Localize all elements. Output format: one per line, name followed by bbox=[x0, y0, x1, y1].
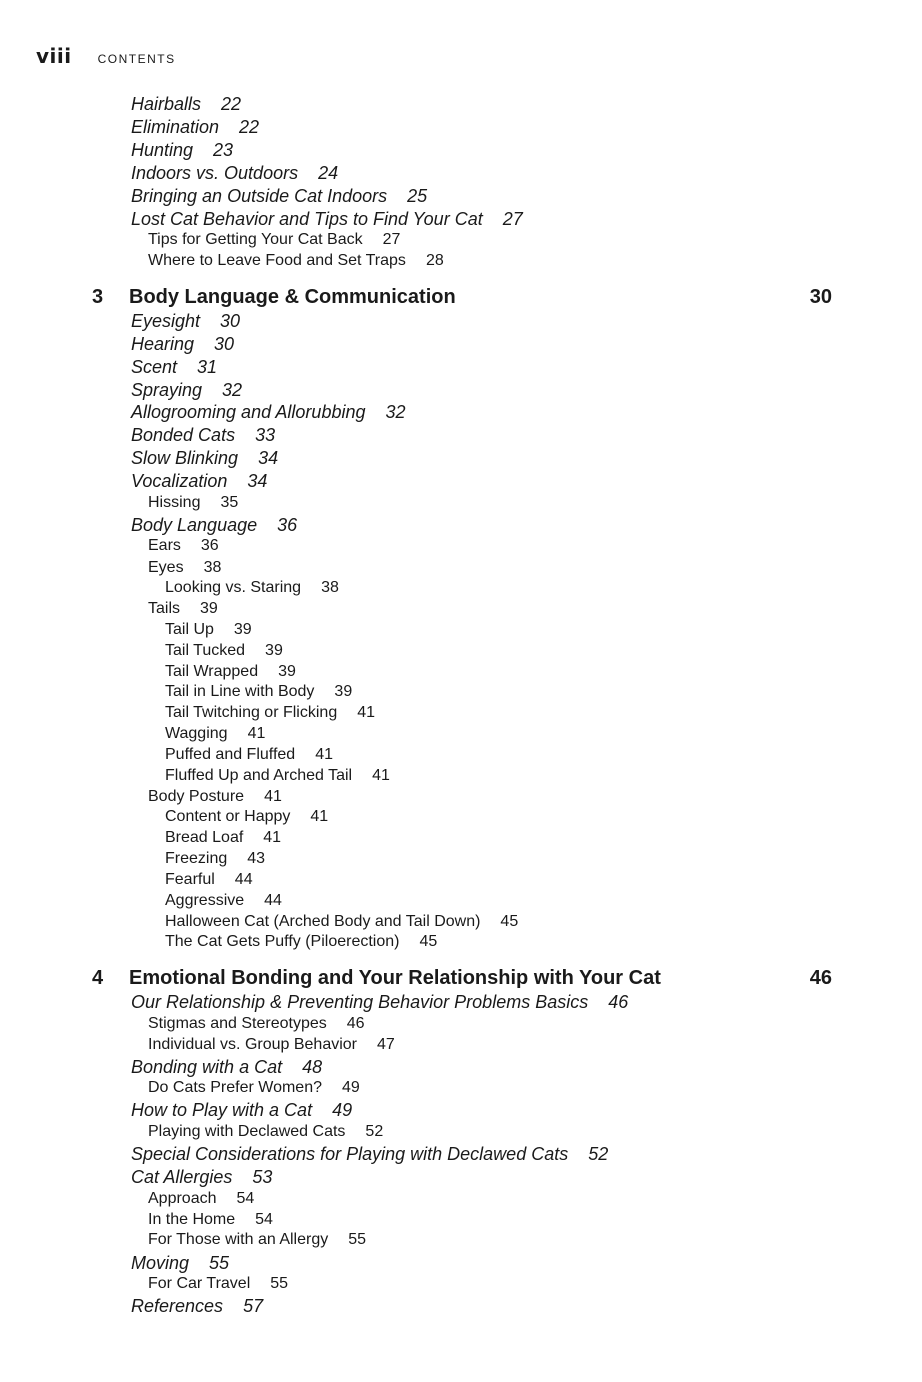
toc-section-entry[interactable] bbox=[131, 425, 275, 446]
toc-entry-title: Puffed and Fluffed bbox=[165, 746, 296, 763]
toc-entry-title: The Cat Gets Puffy (Piloerection) bbox=[165, 933, 400, 950]
chapter-number: 3 bbox=[92, 286, 104, 308]
toc-entry-title: Bread Loaf bbox=[165, 829, 244, 846]
toc-entry-title: Bringing an Outside Cat Indoors bbox=[131, 186, 388, 206]
toc-entry-title: Ears bbox=[148, 537, 181, 554]
toc-subsubsection-entry[interactable] bbox=[165, 746, 333, 764]
toc-subsection-entry[interactable] bbox=[148, 1123, 383, 1141]
toc-entry-page-number: 44 bbox=[234, 871, 253, 888]
toc-section-entry[interactable] bbox=[131, 471, 267, 492]
toc-subsection-entry[interactable] bbox=[148, 231, 400, 249]
toc-entry-title: Aggressive bbox=[165, 892, 245, 909]
toc-entry-page-number: 24 bbox=[318, 163, 339, 183]
toc-entry-title: For Car Travel bbox=[148, 1275, 251, 1292]
toc-subsection-entry[interactable] bbox=[148, 600, 218, 618]
toc-entry-title: Tips for Getting Your Cat Back bbox=[148, 231, 363, 248]
toc-entry-page-number: 38 bbox=[321, 579, 339, 596]
toc-entry-page-number: 34 bbox=[247, 471, 268, 491]
toc-subsubsection-entry[interactable] bbox=[165, 933, 437, 951]
toc-subsubsection-entry[interactable] bbox=[165, 913, 518, 931]
toc-subsection-entry[interactable] bbox=[148, 788, 282, 806]
toc-entry-title: Allogrooming and Allorubbing bbox=[131, 402, 366, 422]
toc-subsubsection-entry[interactable] bbox=[165, 767, 390, 785]
toc-section-entry[interactable] bbox=[131, 1167, 272, 1188]
toc-subsection-entry[interactable] bbox=[148, 1275, 288, 1293]
toc-section-entry[interactable] bbox=[131, 140, 233, 161]
toc-entry-page-number: 52 bbox=[588, 1144, 609, 1164]
toc-entry-page-number: 28 bbox=[425, 252, 444, 269]
toc-section-entry[interactable] bbox=[131, 1144, 608, 1165]
toc-entry-page-number: 57 bbox=[243, 1296, 264, 1316]
toc-entry-page-number: 55 bbox=[209, 1253, 230, 1273]
toc-subsection-entry[interactable] bbox=[148, 1211, 273, 1229]
toc-entry-page-number: 22 bbox=[239, 117, 260, 137]
toc-entry-page-number: 46 bbox=[346, 1015, 365, 1032]
toc-entry-title: Slow Blinking bbox=[131, 448, 239, 468]
toc-section-entry[interactable] bbox=[131, 515, 297, 536]
toc-entry-title: Lost Cat Behavior and Tips to Find Your Cat bbox=[131, 209, 483, 229]
toc-subsection-entry[interactable] bbox=[148, 559, 221, 577]
toc-subsubsection-entry[interactable] bbox=[165, 663, 296, 681]
toc-subsection-entry[interactable] bbox=[148, 1079, 360, 1097]
toc-entry-title: Special Considerations for Playing with Declawed Cats bbox=[131, 1144, 569, 1164]
toc-entry-page-number: 32 bbox=[385, 402, 406, 422]
toc-entry-page-number: 25 bbox=[407, 186, 428, 206]
toc-entry-title: Body Posture bbox=[148, 788, 245, 805]
toc-section-entry[interactable] bbox=[131, 117, 259, 138]
toc-entry-title: Indoors vs. Outdoors bbox=[131, 163, 299, 183]
chapter-page-number: 46 bbox=[809, 967, 832, 989]
toc-entry-title: Looking vs. Staring bbox=[165, 579, 302, 596]
toc-entry-title: Cat Allergies bbox=[131, 1167, 233, 1187]
page-folio: viii bbox=[36, 44, 72, 68]
chapter-page-number: 30 bbox=[809, 286, 832, 308]
toc-entry-title: Hearing bbox=[131, 334, 195, 354]
toc-entry-title: Halloween Cat (Arched Body and Tail Down) bbox=[165, 913, 481, 930]
toc-entry-title: Moving bbox=[131, 1253, 190, 1273]
toc-subsubsection-entry[interactable] bbox=[165, 892, 282, 910]
toc-entry-page-number: 54 bbox=[255, 1211, 273, 1228]
toc-subsubsection-entry[interactable] bbox=[165, 683, 352, 701]
toc-entry-page-number: 36 bbox=[277, 515, 298, 535]
toc-entry-page-number: 41 bbox=[263, 829, 282, 846]
toc-entry-title: How to Play with a Cat bbox=[131, 1100, 313, 1120]
toc-entry-page-number: 45 bbox=[500, 913, 519, 930]
toc-entry-title: Bonding with a Cat bbox=[131, 1057, 283, 1077]
toc-section-entry[interactable] bbox=[131, 402, 406, 423]
toc-entry-title: Tail Twitching or Flicking bbox=[165, 704, 338, 721]
toc-entry-page-number: 41 bbox=[264, 788, 282, 805]
toc-entry-page-number: 39 bbox=[200, 600, 218, 617]
toc-entry-page-number: 39 bbox=[278, 663, 296, 680]
toc-entry-title: Content or Happy bbox=[165, 808, 291, 825]
toc-entry-title: Tail Wrapped bbox=[165, 663, 259, 680]
toc-subsection-entry[interactable] bbox=[148, 1190, 254, 1208]
toc-section-entry[interactable] bbox=[131, 163, 338, 184]
toc-entry-page-number: 36 bbox=[200, 537, 219, 554]
toc-subsubsection-entry[interactable] bbox=[165, 579, 339, 597]
toc-entry-page-number: 44 bbox=[264, 892, 282, 909]
toc-entry-title: Fluffed Up and Arched Tail bbox=[165, 767, 353, 784]
chapter-heading[interactable] bbox=[92, 286, 832, 309]
toc-subsubsection-entry[interactable] bbox=[165, 871, 253, 889]
toc-entry-title: Tail Up bbox=[165, 621, 214, 638]
toc-section-entry[interactable] bbox=[131, 1100, 352, 1121]
toc-section-entry[interactable] bbox=[131, 380, 242, 401]
toc-subsubsection-entry[interactable] bbox=[165, 725, 265, 743]
toc-entry-page-number: 27 bbox=[382, 231, 401, 248]
toc-entry-page-number: 30 bbox=[220, 311, 241, 331]
toc-entry-page-number: 39 bbox=[265, 642, 283, 659]
toc-entry-title: Spraying bbox=[131, 380, 203, 400]
toc-entry-page-number: 38 bbox=[203, 559, 222, 576]
chapter-heading[interactable] bbox=[92, 967, 832, 990]
toc-entry-title: Hunting bbox=[131, 140, 194, 160]
toc-entry-page-number: 27 bbox=[502, 209, 523, 229]
toc-entry-page-number: 31 bbox=[197, 357, 218, 377]
toc-subsubsection-entry[interactable] bbox=[165, 704, 375, 722]
toc-section-entry[interactable] bbox=[131, 209, 523, 230]
chapter-title: Emotional Bonding and Your Relationship with Your Cat bbox=[129, 967, 661, 989]
toc-subsection-entry[interactable] bbox=[148, 1015, 365, 1033]
toc-entry-page-number: 22 bbox=[221, 94, 242, 114]
toc-section-entry[interactable] bbox=[131, 1253, 229, 1274]
toc-entry-title: Bonded Cats bbox=[131, 425, 236, 445]
toc-entry-title: Freezing bbox=[165, 850, 228, 867]
toc-entry-page-number: 55 bbox=[270, 1275, 289, 1292]
toc-entry-title: Fearful bbox=[165, 871, 215, 888]
toc-entry-title: Eyes bbox=[148, 559, 184, 576]
toc-entry-title: Wagging bbox=[165, 725, 228, 742]
toc-section-entry[interactable] bbox=[131, 334, 234, 355]
toc-entry-title: Playing with Declawed Cats bbox=[148, 1123, 346, 1140]
toc-entry-page-number: 32 bbox=[222, 380, 243, 400]
toc-entry-page-number: 47 bbox=[377, 1036, 395, 1053]
toc-subsubsection-entry[interactable] bbox=[165, 808, 328, 826]
toc-subsection-entry[interactable] bbox=[148, 537, 219, 555]
toc-entry-title: Scent bbox=[131, 357, 178, 377]
toc-subsection-entry[interactable] bbox=[148, 252, 444, 270]
toc-section-entry[interactable] bbox=[131, 94, 241, 115]
toc-entry-title: Hairballs bbox=[131, 94, 202, 114]
toc-entry-page-number: 41 bbox=[247, 725, 266, 742]
toc-entry-title: Eyesight bbox=[131, 311, 201, 331]
toc-entry-title: Do Cats Prefer Women? bbox=[148, 1079, 322, 1096]
toc-entry-title: Tail Tucked bbox=[165, 642, 246, 659]
toc-section-entry[interactable] bbox=[131, 448, 278, 469]
toc-entry-page-number: 39 bbox=[334, 683, 353, 700]
running-head: CONTENTS bbox=[97, 52, 176, 66]
toc-entry-page-number: 41 bbox=[315, 746, 333, 763]
toc-section-entry[interactable] bbox=[131, 357, 217, 378]
toc-entry-title: In the Home bbox=[148, 1211, 236, 1228]
toc-entry-page-number: 35 bbox=[220, 494, 239, 511]
toc-subsubsection-entry[interactable] bbox=[165, 850, 265, 868]
chapter-number: 4 bbox=[92, 967, 104, 989]
toc-section-entry[interactable] bbox=[131, 311, 240, 332]
toc-entry-page-number: 43 bbox=[247, 850, 266, 867]
toc-entry-title: Our Relationship & Preventing Behavior Problems Basics bbox=[131, 992, 589, 1012]
toc-entry-page-number: 34 bbox=[258, 448, 279, 468]
toc-subsection-entry[interactable] bbox=[148, 1036, 395, 1054]
toc-entry-page-number: 33 bbox=[255, 425, 276, 445]
chapter-title: Body Language & Communication bbox=[129, 286, 456, 308]
toc-section-entry[interactable] bbox=[131, 1057, 322, 1078]
toc-entry-page-number: 49 bbox=[342, 1079, 360, 1096]
toc-section-entry[interactable] bbox=[131, 1296, 263, 1317]
toc-entry-title: Stigmas and Stereotypes bbox=[148, 1015, 327, 1032]
toc-entry-title: Individual vs. Group Behavior bbox=[148, 1036, 357, 1053]
toc-entry-page-number: 48 bbox=[302, 1057, 323, 1077]
toc-subsubsection-entry[interactable] bbox=[165, 621, 252, 639]
toc-entry-title: Where to Leave Food and Set Traps bbox=[148, 252, 406, 269]
toc-subsubsection-entry[interactable] bbox=[165, 642, 283, 660]
toc-entry-page-number: 54 bbox=[236, 1190, 255, 1207]
toc-entry-page-number: 41 bbox=[310, 808, 329, 825]
toc-entry-page-number: 49 bbox=[332, 1100, 353, 1120]
toc-entry-title: Hissing bbox=[148, 494, 201, 511]
toc-entry-title: Vocalization bbox=[131, 471, 228, 491]
toc-subsection-entry[interactable] bbox=[148, 494, 238, 512]
toc-entry-page-number: 53 bbox=[252, 1167, 273, 1187]
toc-entry-page-number: 30 bbox=[214, 334, 235, 354]
toc-entry-title: For Those with an Allergy bbox=[148, 1231, 329, 1248]
toc-entry-title: References bbox=[131, 1296, 224, 1316]
toc-entry-page-number: 39 bbox=[233, 621, 252, 638]
toc-entry-page-number: 45 bbox=[419, 933, 438, 950]
toc-entry-page-number: 23 bbox=[213, 140, 234, 160]
toc-subsubsection-entry[interactable] bbox=[165, 829, 281, 847]
toc-entry-page-number: 52 bbox=[365, 1123, 384, 1140]
toc-section-entry[interactable] bbox=[131, 992, 628, 1013]
toc-entry-page-number: 46 bbox=[608, 992, 629, 1012]
toc-entry-title: Elimination bbox=[131, 117, 220, 137]
toc-entry-title: Tail in Line with Body bbox=[165, 683, 315, 700]
toc-entry-page-number: 55 bbox=[348, 1231, 367, 1248]
toc-entry-title: Body Language bbox=[131, 515, 258, 535]
toc-entry-title: Tails bbox=[148, 600, 181, 617]
toc-section-entry[interactable] bbox=[131, 186, 427, 207]
toc-subsection-entry[interactable] bbox=[148, 1231, 366, 1249]
toc-entry-page-number: 41 bbox=[357, 704, 376, 721]
toc-entry-page-number: 41 bbox=[372, 767, 390, 784]
toc-entry-title: Approach bbox=[148, 1190, 217, 1207]
